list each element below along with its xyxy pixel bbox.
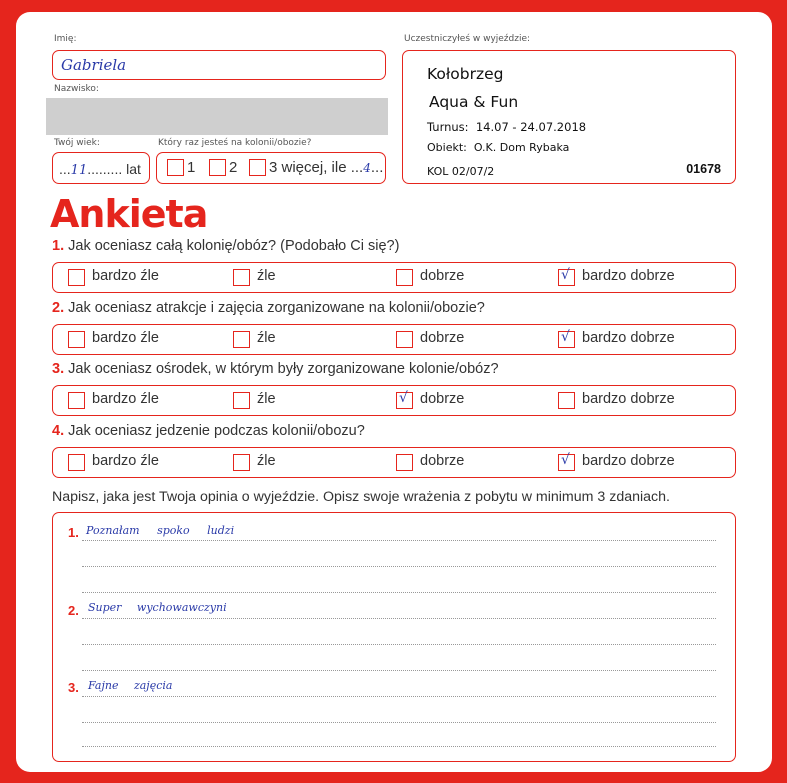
question-2-option-4-label: bardzo dobrze — [582, 330, 675, 346]
question-1-checkbox-4[interactable] — [558, 269, 575, 286]
question-2-option-3-label: dobrze — [420, 330, 465, 346]
question-4-checkbox-4[interactable] — [558, 454, 575, 471]
name-value: Gabriela — [61, 56, 127, 74]
trip-obiekt: Obiekt: O.K. Dom Rybaka — [427, 141, 570, 154]
question-3-text: 3. Jak oceniasz ośrodek, w którym były zorganizowane kolonie/obóz? — [52, 361, 499, 377]
question-2-text: 2. Jak oceniasz atrakcje i zajęcia zorganizowane na kolonii/obozie? — [52, 300, 485, 316]
question-3-checkbox-2[interactable] — [233, 392, 250, 409]
question-4-checkbox-3[interactable] — [396, 454, 413, 471]
question-1-checkbox-1[interactable] — [68, 269, 85, 286]
question-2-option-2-label: źle — [257, 330, 276, 346]
time-checkbox-2[interactable] — [209, 159, 226, 176]
which-time-field — [156, 152, 386, 184]
answer-line — [82, 722, 716, 723]
trip-program: Aqua & Fun — [429, 93, 519, 111]
age-line: ...11......... lat — [59, 161, 141, 178]
question-2-checkbox-3[interactable] — [396, 331, 413, 348]
answer-line — [82, 618, 716, 619]
answer-2-text: Super wychowawczyni — [88, 601, 227, 614]
question-2-checkbox-4[interactable] — [558, 331, 575, 348]
age-label: Twój wiek: — [54, 138, 100, 148]
question-4-option-1-label: bardzo źle — [92, 453, 159, 469]
participant-label: Uczestniczyłeś w wyjeździe: — [404, 34, 531, 44]
surname-redacted — [46, 98, 388, 135]
question-4-option-4-label: bardzo dobrze — [582, 453, 675, 469]
question-1-checkbox-3[interactable] — [396, 269, 413, 286]
question-1-text: 1. Jak oceniasz całą kolonię/obóz? (Podobało Ci się?) — [52, 238, 400, 254]
name-field[interactable] — [52, 50, 386, 80]
question-1-option-1-label: bardzo źle — [92, 268, 159, 284]
time-checkbox-1[interactable] — [167, 159, 184, 176]
question-1-option-2-label: źle — [257, 268, 276, 284]
question-4-option-3-label: dobrze — [420, 453, 465, 469]
time-option-1: 1 — [187, 159, 196, 176]
question-4-checkbox-2[interactable] — [233, 454, 250, 471]
question-2-checkbox-1[interactable] — [68, 331, 85, 348]
question-3-checkbox-4[interactable] — [558, 392, 575, 409]
question-2-option-1-label: bardzo źle — [92, 330, 159, 346]
which-time-label: Który raz jesteś na kolonii/obozie? — [158, 138, 312, 148]
question-1-option-3-label: dobrze — [420, 268, 465, 284]
answer-line — [82, 696, 716, 697]
answer-line — [82, 566, 716, 567]
answer-1-number: 1. — [68, 525, 79, 540]
question-3-option-2-label: źle — [257, 391, 276, 407]
question-4-checkbox-1[interactable] — [68, 454, 85, 471]
time-count-value: 4 — [363, 161, 371, 175]
question-1-option-4-label: bardzo dobrze — [582, 268, 675, 284]
answer-line — [82, 746, 716, 747]
check-mark-icon: √ — [399, 390, 408, 406]
check-mark-icon: √ — [561, 267, 570, 283]
trip-code: KOL 02/07/2 — [427, 165, 495, 178]
question-3-checkbox-3[interactable] — [396, 392, 413, 409]
question-1-checkbox-2[interactable] — [233, 269, 250, 286]
trip-turnus: Turnus: 14.07 - 24.07.2018 — [427, 120, 587, 134]
check-mark-icon: √ — [561, 452, 570, 468]
trip-city: Kołobrzeg — [427, 65, 504, 83]
opinion-prompt: Napisz, jaka jest Twoja opinia o wyjeździe. Opisz swoje wrażenia z pobytu w minimum 3 zdaniach. — [52, 489, 670, 505]
answer-2-number: 2. — [68, 603, 79, 618]
age-value: 11 — [70, 163, 88, 178]
survey-title: Ankieta — [50, 192, 208, 236]
question-3-option-1-label: bardzo źle — [92, 391, 159, 407]
question-3-checkbox-1[interactable] — [68, 392, 85, 409]
answer-line — [82, 670, 716, 671]
time-checkbox-3[interactable] — [249, 159, 266, 176]
answer-line — [82, 644, 716, 645]
time-option-2: 2 — [229, 159, 238, 176]
opinion-box[interactable] — [52, 512, 736, 762]
surname-label: Nazwisko: — [54, 84, 99, 94]
question-3-option-4-label: bardzo dobrze — [582, 391, 675, 407]
answer-3-number: 3. — [68, 680, 79, 695]
trip-number: 01678 — [686, 162, 721, 176]
time-option-3: 3 więcej, ile ...4... — [269, 159, 384, 176]
trip-info-box — [402, 50, 736, 184]
question-2-checkbox-2[interactable] — [233, 331, 250, 348]
name-label: Imię: — [54, 34, 77, 44]
answer-1-text: Poznałam spoko ludzi — [86, 524, 235, 537]
answer-3-text: Fajne zajęcia — [88, 679, 173, 692]
check-mark-icon: √ — [561, 329, 570, 345]
question-3-option-3-label: dobrze — [420, 391, 465, 407]
answer-line — [82, 592, 716, 593]
age-field[interactable] — [52, 152, 150, 184]
survey-page — [16, 12, 772, 772]
answer-line — [82, 540, 716, 541]
question-4-text: 4. Jak oceniasz jedzenie podczas kolonii/obozu? — [52, 423, 365, 439]
question-4-option-2-label: źle — [257, 453, 276, 469]
